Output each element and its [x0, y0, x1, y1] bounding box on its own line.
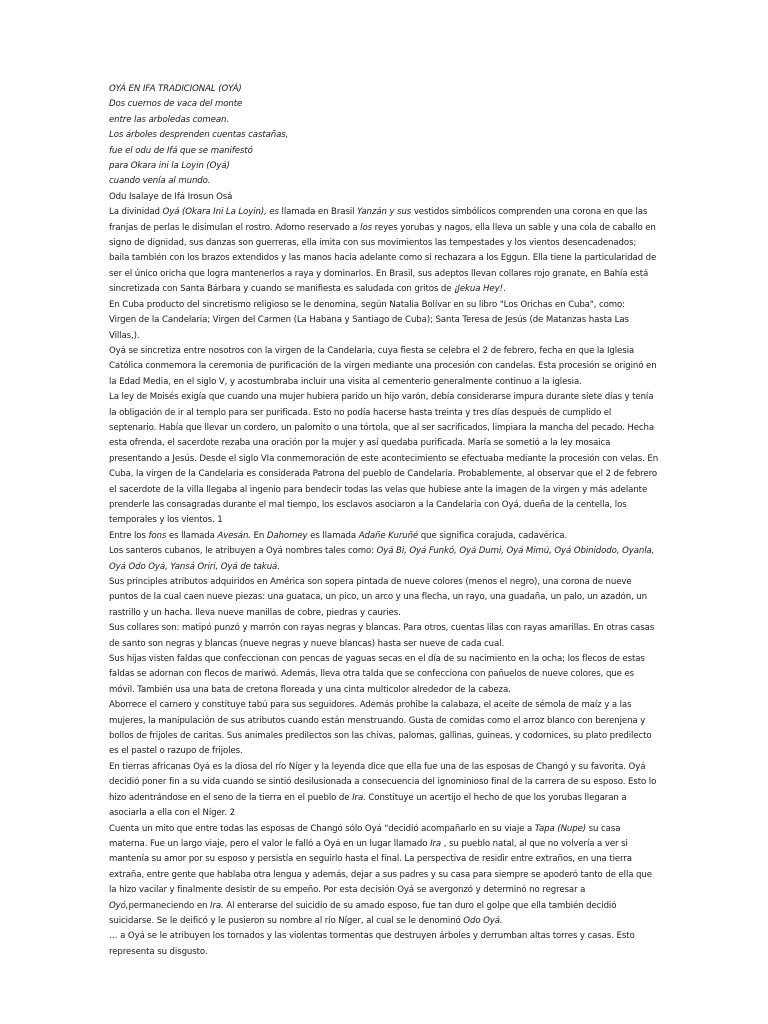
italic-run: Odo Oyá.	[463, 915, 503, 926]
verse-line: cuando venía al mundo.	[109, 176, 211, 187]
text-run: llamada en Brasil	[278, 207, 358, 218]
text-run: es llamada	[307, 530, 359, 541]
verse-line: fue el odu de Ifá que se manifestó	[109, 145, 253, 156]
text-run: permaneciendo en	[128, 900, 211, 911]
italic-run: Yanzán y sus	[357, 207, 412, 218]
text-run: Al enterarse del suicidio de su amado esposo, fue tan duro el golpe que ella también decidió suicidarse. Se le deificó y le pusieron su nombre al río Níger, al cual se le denominó	[109, 900, 617, 926]
verse-line: para Okara ini la Loyin (Oyá)	[109, 161, 230, 172]
italic-run: Adañe Kuruñé	[358, 530, 419, 541]
text-run: En tierras africanas Oyá es la diosa del río Níger y la leyenda dice que ella fue una de las esposas de Changó y su favorita. Oyá decidió poner fin a su vida cuando se sintió desilusionada a consecuencia del ignominioso final de la carrera de su esposo. Esto lo hizo adentrándose en el seno de la tierra en el pueblo de	[109, 761, 657, 803]
italic-run: Dahomey	[266, 530, 308, 541]
document-page	[109, 82, 659, 960]
italic-run: ¡Jekua Hey!	[454, 284, 503, 295]
paragraph	[109, 822, 659, 930]
text-run: Oyá se sincretiza entre nosotros con la virgen de la Candelaria, cuya fiesta se celebra el 2 de febrero, fecha en que la Iglesia Católica conmemora la ceremonia de purificación de la virgen mediante una procesión con candelas. Esta procesión se originó en la Edad Media, en el siglo V, y acostumbraba incluir una visita al cementerio generalmente continuo a la iglesia.	[109, 345, 657, 387]
italic-run: Ira.	[210, 900, 224, 911]
italic-run: Avesán.	[217, 530, 251, 541]
text-run: En Cuba producto del sincretismo religioso se le denomina, según Natalia Bolívar en su libro "Los Orichas en Cuba", como:	[109, 299, 625, 310]
verse-block	[109, 97, 659, 189]
text-run: , su pueblo natal, al que no volvería a ver si mantenía su amor por su esposo y persistía en seguirlo hasta el final. La perspectiva de residir entre extraños, en una tierra extraña, entre gente que hablaba otra lengua y además, dejar a sus padres y su casa para siempre se apoderó tanto de ella que la hizo vacilar y finalmente desistir de su empeño. Por esta decisión Oyá se avergonzó y determinó no regresar a	[109, 838, 652, 896]
text-run: Aborrece el carnero y constituye tabú para sus seguidores. Además prohibe la calabaza, el aceite de sémola de maíz y a las mujeres, la manipulación de sus atributos cuando están menstruando. Gusta de comidas como el arroz blanco con berenjena y bollos de frijoles de caritas. Sus animales predilectos son las chivas, palomas, gallinas, guineas, y codornices, su plato predilecto es el pastel o razupo de frijoles.	[109, 700, 652, 757]
odu-line: Odu Isalaye de Ifá Irosun Osá	[109, 191, 233, 202]
text-run: Los santeros cubanos, le atribuyen a Oyá nombres tales como:	[109, 546, 377, 557]
paragraph	[109, 390, 659, 529]
verse-line: Dos cuernos de vaca del monte	[109, 99, 243, 110]
body-text	[109, 205, 659, 960]
text-run: Cuenta un mito que entre todas las esposas de Changó sólo Oyá "decidió acompañarlo en su viaje a	[109, 823, 535, 834]
paragraph	[109, 652, 659, 698]
italic-run: los	[360, 222, 372, 233]
text-run: Sus principles atributos adquiridos en América son sopera pintada de nueve colores (menos el negro), una corona de nueve puntos de la cual caen nueve piezas: una guataca, un pico, un arco y una flecha, un rayo, una guadaña, un palo, un azadón, un rastrillo y un hacha. lleva nueve manillas de cobre, piedras y cauries.	[109, 577, 648, 618]
paragraph	[109, 205, 659, 297]
italic-run: Tapa (Nupe)	[534, 823, 587, 834]
italic-run: Oyó,	[109, 900, 129, 911]
text-run: .	[502, 284, 506, 295]
paragraph	[109, 544, 659, 575]
text-run: Sus hijas visten faldas que confeccionan con pencas de yaguas secas en el día de su nacimiento en la ocha; los flecos de estas faldas se adornan con flecos de mariwó. Además, lleva otra talda que se confecciona con pañuelos de nueve colores, que es móvil. También usa una bata de cretona floreada y una cinta multicolor alrededor de la cabeza.	[109, 654, 645, 695]
italic-run: Ira	[430, 838, 442, 849]
text-run: que significa corajuda, cadavérica.	[418, 530, 568, 541]
paragraph	[109, 298, 659, 313]
paragraph	[109, 760, 659, 822]
italic-run: Ira.	[352, 792, 366, 803]
text-run: Entre los	[109, 530, 149, 541]
paragraph	[109, 575, 659, 621]
paragraph	[109, 698, 659, 760]
verse-line: entre las arboledas comean.	[109, 114, 230, 125]
italic-run: fons	[148, 530, 167, 541]
text-run: vestidos simbólicos comprenden una corona en que las franjas de perlas le disimulan el rostro. Adorno reservado a	[109, 207, 648, 233]
text-run: En	[250, 530, 267, 541]
text-run: La ley de Moisés exigía que cuando una mujer hubiera parido un hijo varón, debía considerarse impura durante siete días y tenía la obligación de ir al templo para ser purificada. Esto no podía hacerse hasta treinta y tres días después de cumplido el septenario. Había que llevar un cordero, un palomito o una tórtola, que al ser sacrificados, limpiara la mancha del pecado. Hecha esta ofrenda, el sacerdote rezaba una oración por la mujer y así quedaba purificada. María se sometió a la ley mosaica presentando a Jesús. Desde el siglo VIa conmemoración de este acontecimiento se efectuaba mediante la procesión con velas. En Cuba, la virgen de la Candelaria es considerada Patrona del pueblo de Candelaria. Probablemente, al observar que el 2 de febrero el sacerdote de la villa llegaba al ingenio para bendecir todas las velas que hubiese ante la imagen de la virgen y más adelante prenderle las consagradas durante el mal tiempo, los esclavos asociaron a la Candelaria con Oyá, dueña de la centella, los temporales y los vientos. 1	[109, 392, 659, 526]
text-run: reyes yorubas y nagos, ella lleva un sable y una cola de caballo en signo de dignidad, sus danzas son guerreras, ella imita con sus movimientos las tempestades y los vientos desencadenados; baila también con los brazos extendidos y las manos hacia adelante como si rechazara a los Eggun. Ella tiene la particularidad de ser el único oricha que logra mantenerlos a raya y dominarlos. En Brasil, sus adeptos llevan collares rojo granate, en Bahía está sincretizada con Santa Bárbara y cuando se manifiesta es saludada con gritos de	[109, 222, 657, 295]
text-run: Sus collares son: matipó punzó y marrón con rayas negras y blancas. Para otros, cuentas lilas con rayas amarillas. En otras casas de santo son negras y blancas (nueve negras y nueve blancas) hasta ser nueve de cada cual.	[109, 623, 655, 649]
text-run: … a Oyá se le atribuyen los tornados y las violentas tormentas que destruyen árboles y derrumban altas torres y casas. Esto representa su disgusto.	[109, 931, 635, 957]
italic-run: Oyá (Okara Ini La Loyin), es	[162, 207, 279, 218]
text-run: Constituye un acertijo el hecho de que los yorubas llegaran a asociarla a ella con el Níger. 2	[109, 792, 627, 819]
verse-line: Los árboles desprenden cuentas castañas,	[109, 130, 289, 141]
text-run: Virgen de la Candelaria; Virgen del Carmen (La Habana y Santiago de Cuba); Santa Teresa de Jesús (de Matanzas hasta Las Villas,).	[109, 315, 629, 341]
italic-run: Oyá Bi, Oyá Funkó, Oyá Dumi, Oyá Mimú, Oyá Obinidodo, Oyanla, Oyá Odo Oyá, Yansá Oriri, Oyá de takuá.	[109, 546, 655, 572]
paragraph	[109, 929, 659, 960]
paragraph	[109, 621, 659, 652]
text-run: La divinidad	[109, 207, 163, 218]
paragraph	[109, 344, 659, 390]
text-run: es llamada	[166, 530, 218, 541]
paragraph	[109, 529, 659, 544]
document-title: OYÁ EN IFA TRADICIONAL (OYÁ)	[109, 84, 242, 94]
text-run: su casa materna. Fue un largo viaje, pero el valor le falló a Oyá en un lugar llamado	[109, 823, 621, 849]
paragraph	[109, 313, 659, 344]
